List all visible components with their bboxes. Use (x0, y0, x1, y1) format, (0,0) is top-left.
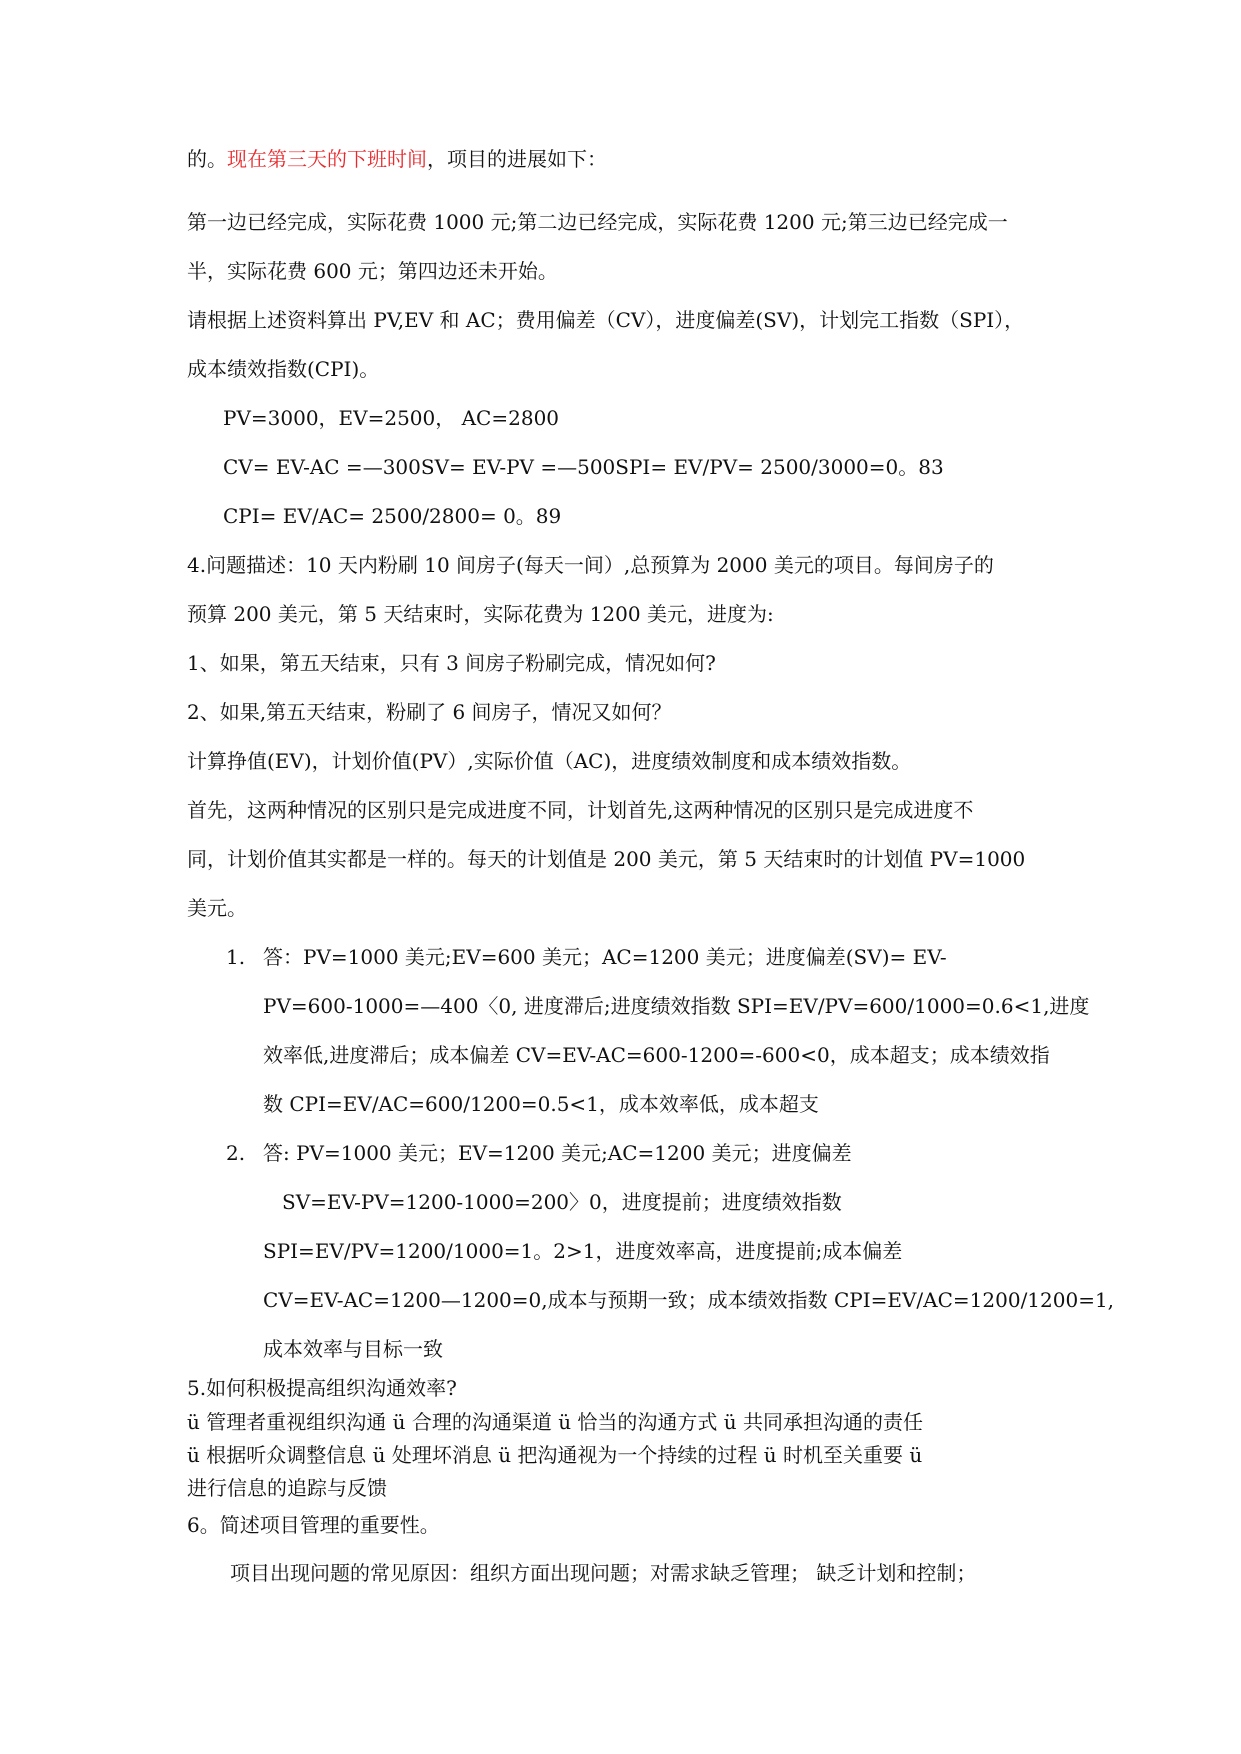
answer-line: 答：PV=1000 美元;EV=600 美元；AC=1200 美元；进度偏差(SV)= EV- (263, 945, 947, 969)
list-number: 1. (226, 945, 246, 969)
answer-line: PV=600-1000=—400〈0, 进度滞后;进度绩效指数 SPI=EV/PV=600/1000=0.6<1,进度 (263, 994, 1090, 1018)
paragraph-line: 请根据上述资料算出 PV,EV 和 AC；费用偏差（CV），进度偏差(SV)，计划完工指数（SPI）， (187, 308, 1025, 332)
bullet-line: ü 根据听众调整信息 ü 处理坏消息 ü 把沟通视为一个持续的过程 ü 时机至关重要 ü (187, 1443, 923, 1467)
list-item: 1、如果，第五天结束，只有 3 间房子粉刷完成，情况如何? (187, 651, 716, 675)
answer-line: SV=EV-PV=1200-1000=200〉0，进度提前；进度绩效指数 (282, 1190, 842, 1214)
bullet-line: ü 管理者重视组织沟通 ü 合理的沟通渠道 ü 恰当的沟通方式 ü 共同承担沟通的责任 (187, 1410, 924, 1434)
text-run: 的。 (187, 147, 227, 171)
paragraph-line: 成本绩效指数(CPI)。 (187, 357, 380, 381)
paragraph-line: 美元。 (187, 896, 247, 920)
paragraph-line: 项目出现问题的常见原因：组织方面出现问题；对需求缺乏管理； 缺乏计划和控制； (230, 1561, 977, 1585)
text-run: ，项目的进展如下： (427, 147, 607, 171)
paragraph-line (187, 146, 607, 172)
bullet-line: 进行信息的追踪与反馈 (187, 1476, 387, 1500)
paragraph-line: 预算 200 美元，第 5 天结束时，实际花费为 1200 美元，进度为: (187, 602, 774, 626)
question-heading: 4.问题描述：10 天内粉刷 10 间房子(每天一间）,总预算为 2000 美元的项目。每间房子的 (187, 553, 994, 577)
paragraph-line: 同，计划价值其实都是一样的。每天的计划值是 200 美元，第 5 天结束时的计划值 PV=1000 (187, 847, 1026, 871)
list-item: 2、如果,第五天结束，粉刷了 6 间房子，情况又如何？ (187, 700, 672, 724)
answer-line: 数 CPI=EV/AC=600/1200=0.5<1，成本效率低，成本超支 (263, 1092, 819, 1116)
answer-line: 效率低,进度滞后；成本偏差 CV=EV-AC=600-1200=-600<0，成本超支；成本绩效指 (263, 1043, 1050, 1067)
highlighted-text: 现在第三天的下班时间 (227, 147, 427, 171)
question-heading: 5.如何积极提高组织沟通效率? (187, 1376, 457, 1400)
answer-line: 答: PV=1000 美元；EV=1200 美元;AC=1200 美元；进度偏差 (263, 1141, 852, 1165)
answer-line: SPI=EV/PV=1200/1000=1。2>1，进度效率高，进度提前;成本偏差 (263, 1239, 903, 1263)
question-heading: 6。简述项目管理的重要性。 (187, 1513, 440, 1537)
paragraph-line: 半，实际花费 600 元；第四边还未开始。 (187, 259, 558, 283)
formula-line: PV=3000，EV=2500， AC=2800 (223, 406, 560, 430)
paragraph-line: 首先，这两种情况的区别只是完成进度不同，计划首先,这两种情况的区别只是完成进度不 (187, 798, 974, 822)
paragraph-line: 计算挣值(EV)，计划价值(PV）,实际价值（AC)，进度绩效制度和成本绩效指数。 (187, 749, 912, 773)
answer-line: CV=EV-AC=1200—1200=0,成本与预期一致；成本绩效指数 CPI=EV/AC=1200/1200=1, (263, 1288, 1115, 1312)
paragraph-line: 第一边已经完成，实际花费 1000 元;第二边已经完成，实际花费 1200 元;第三边已经完成一 (187, 210, 1008, 234)
answer-line: 成本效率与目标一致 (263, 1337, 443, 1361)
formula-line: CV= EV-AC =—300SV= EV-PV =—500SPI= EV/PV= 2500/3000=0。83 (223, 455, 944, 479)
formula-line: CPI= EV/AC= 2500/2800= 0。89 (223, 504, 562, 528)
list-number: 2. (226, 1141, 246, 1165)
